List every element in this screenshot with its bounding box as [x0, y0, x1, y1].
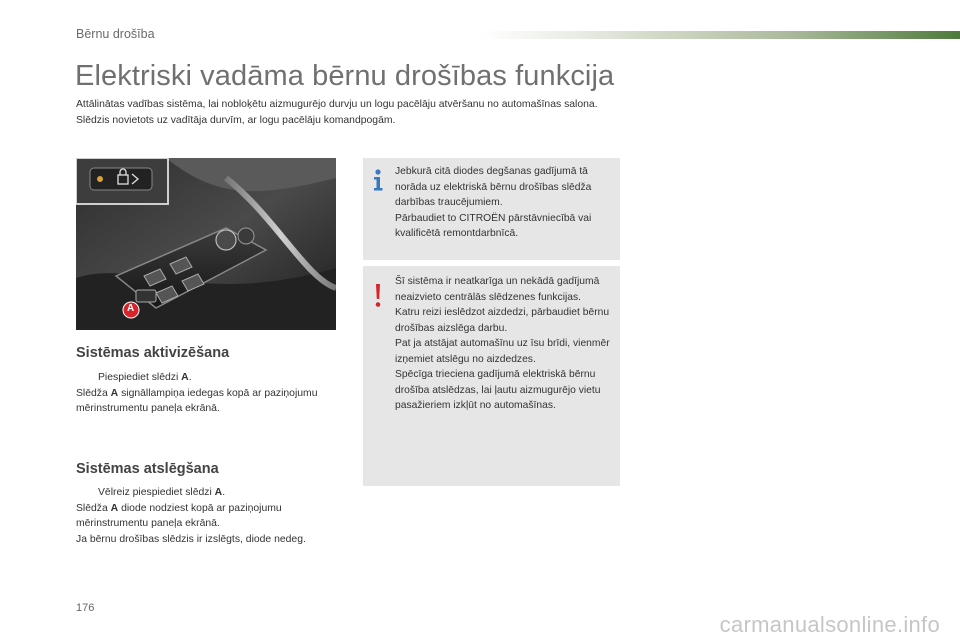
door-switch-photo — [76, 158, 336, 330]
intro-text — [76, 97, 606, 129]
warning-note — [363, 266, 620, 486]
activation-step: Piespiediet slēdzi A. — [98, 372, 192, 383]
warning-note-text — [395, 274, 610, 414]
info-note — [363, 158, 620, 260]
page-title: Elektriski vadāma bērnu drošības funkcija — [75, 60, 615, 92]
activation-heading: Sistēmas aktivizēšana — [76, 345, 230, 361]
watermark: carmanualsonline.info — [719, 612, 940, 637]
warning-note-line-2: Katru reizi ieslēdzot aizdedzi, pārbaudiet bērnu drošības aizslēga darbu. — [395, 307, 610, 334]
header-gradient-bar — [480, 31, 960, 39]
deactivation-result: Slēdža A diode nodziest kopā ar paziņojumu mērinstrumentu paneļa ekrānā. — [76, 502, 282, 529]
info-note-line-1: Jebkurā citā diodes degšanas gadījumā tā norāda uz elektriskā bērnu drošības slēdža darbības traucējumiem. — [395, 166, 592, 208]
intro-paragraph-1: Attālinātas vadības sistēma, lai nobloķētu aizmugurējo durvju un logu pacēlāju atvēršanu no automašīnas salona. — [76, 99, 598, 110]
info-icon — [371, 168, 385, 192]
marker-a-label: A — [127, 303, 135, 314]
warning-icon — [371, 284, 385, 308]
info-note-line-2: Pārbaudiet to CITROËN pārstāvniecībā vai kvalificētā remontdarbnīcā. — [395, 212, 592, 239]
section-header: Bērnu drošība — [76, 27, 155, 41]
deactivation-extra: Ja bērnu drošības slēdzis ir izslēgts, diode nedeg. — [76, 533, 306, 545]
warning-note-line-4: Spēcīga trieciena gadījumā elektriskā bērnu drošība atslēdzas, lai ļautu aizmugurējo vietu pasažieriem izkļūt no automašīnas. — [395, 369, 601, 411]
intro-paragraph-2: Slēdzis novietots uz vadītāja durvīm, ar logu pacēlāju komandpogām. — [76, 115, 396, 126]
warning-note-line-3: Pat ja atstājat automašīnu uz īsu brīdi, vienmēr izņemiet atslēgu no aizdedzes. — [395, 338, 610, 365]
activation-body — [76, 370, 346, 417]
page-number: 176 — [76, 602, 95, 614]
deactivation-body — [76, 485, 346, 547]
inset-closeup — [76, 158, 168, 204]
warning-note-line-1: Šī sistēma ir neatkarīga un nekādā gadījumā neaizvieto centrālās slēdzenes funkcijas. — [395, 276, 600, 303]
activation-result: Slēdža A signāllampiņa iedegas kopā ar paziņojumu mērinstrumentu paneļa ekrānā. — [76, 387, 318, 414]
deactivation-step: Vēlreiz piespiediet slēdzi A. — [98, 487, 226, 498]
info-note-text — [395, 164, 610, 242]
deactivation-heading: Sistēmas atslēgšana — [76, 461, 219, 477]
